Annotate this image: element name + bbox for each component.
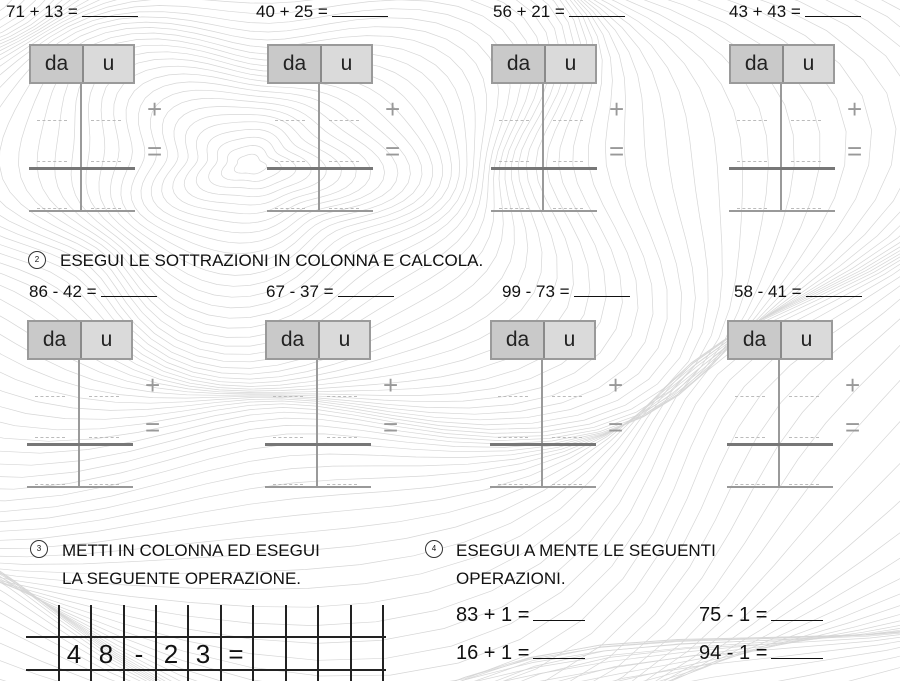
mental-operation	[456, 604, 585, 627]
digit-slot[interactable]	[789, 396, 819, 397]
digit-slot[interactable]	[735, 437, 765, 438]
tens-column-label: da	[729, 322, 782, 358]
digit-slot[interactable]	[37, 120, 67, 121]
column-divider	[78, 360, 80, 488]
digit-slot[interactable]	[791, 120, 821, 121]
tens-column-label: da	[269, 46, 322, 82]
grid-cell[interactable]: 4	[66, 639, 82, 669]
addition-problem-column-table[interactable]	[267, 44, 417, 216]
subtraction-problem-expression	[502, 282, 630, 302]
section-4-title-line2: OPERAZIONI.	[456, 569, 566, 588]
addition-problem-answer-blank[interactable]	[82, 2, 138, 17]
addition-problem-column-table[interactable]	[729, 44, 879, 216]
digit-slot[interactable]	[737, 120, 767, 121]
result-line	[490, 443, 596, 446]
table-header	[729, 44, 835, 84]
equals-sign: =	[383, 412, 399, 442]
subtraction-problem-expression-text: 99 - 73 =	[502, 282, 570, 301]
subtraction-problem-answer-blank[interactable]	[338, 282, 394, 297]
addition-problem-column-table[interactable]	[29, 44, 179, 216]
section-2-number: 2	[28, 251, 46, 269]
digit-slot[interactable]	[273, 437, 303, 438]
table-header	[727, 320, 833, 360]
section-3-title-line2: LA SEGUENTE OPERAZIONE.	[62, 569, 302, 588]
tens-column-label: da	[267, 322, 320, 358]
mental-operation-text: 94 - 1 =	[699, 642, 768, 664]
mental-operation	[699, 604, 823, 627]
digit-slot[interactable]	[553, 161, 583, 162]
plus-sign: +	[145, 370, 161, 400]
digit-slot[interactable]	[89, 484, 119, 485]
equals-sign: =	[609, 136, 625, 166]
mental-operation-answer-blank[interactable]	[533, 606, 585, 621]
digit-slot[interactable]	[91, 120, 121, 121]
table-header	[265, 320, 371, 360]
addition-problem-column-table[interactable]	[491, 44, 641, 216]
mental-operation-answer-blank[interactable]	[771, 644, 823, 659]
subtraction-problem-expression	[266, 282, 394, 302]
equals-sign: =	[385, 136, 401, 166]
subtraction-problem-answer-blank[interactable]	[101, 282, 157, 297]
section-4-title-line1: ESEGUI A MENTE LE SEGUENTI	[456, 541, 716, 560]
digit-slot[interactable]	[275, 161, 305, 162]
addition-problem-answer-blank[interactable]	[332, 2, 388, 17]
addition-problem-expression-text: 71 + 13 =	[6, 2, 78, 21]
table-header	[27, 320, 133, 360]
units-column-label: u	[782, 322, 831, 358]
digit-slot[interactable]	[499, 161, 529, 162]
plus-sign: +	[847, 94, 863, 124]
digit-slot[interactable]	[498, 484, 528, 485]
digit-slot[interactable]	[327, 437, 357, 438]
result-line	[727, 443, 833, 446]
column-divider	[542, 84, 544, 212]
units-column-label: u	[546, 46, 595, 82]
result-line	[265, 443, 371, 446]
bottom-line	[727, 486, 833, 488]
digit-slot[interactable]	[789, 484, 819, 485]
digit-slot[interactable]	[89, 437, 119, 438]
plus-sign: +	[147, 94, 163, 124]
equals-sign: =	[145, 412, 161, 442]
digit-slot[interactable]	[499, 208, 529, 209]
bottom-line	[265, 486, 371, 488]
bottom-line	[490, 486, 596, 488]
digit-slot[interactable]	[791, 208, 821, 209]
column-divider	[778, 360, 780, 488]
digit-slot[interactable]	[273, 484, 303, 485]
subtraction-problem-column-table[interactable]	[27, 320, 177, 492]
digit-slot[interactable]	[89, 396, 119, 397]
addition-problem-expression-text: 56 + 21 =	[493, 2, 565, 21]
digit-slot[interactable]	[735, 396, 765, 397]
subtraction-problem-column-table[interactable]	[727, 320, 877, 492]
digit-slot[interactable]	[499, 120, 529, 121]
digit-slot[interactable]	[552, 437, 582, 438]
addition-problem-expression	[729, 2, 861, 22]
subtraction-problem-expression	[29, 282, 157, 302]
digit-slot[interactable]	[273, 396, 303, 397]
result-line	[491, 167, 597, 170]
tens-column-label: da	[493, 46, 546, 82]
mental-operation	[699, 642, 823, 665]
digit-slot[interactable]	[327, 484, 357, 485]
result-line	[729, 167, 835, 170]
bottom-line	[27, 486, 133, 488]
digit-slot[interactable]	[789, 437, 819, 438]
table-header	[491, 44, 597, 84]
column-divider	[316, 360, 318, 488]
equals-sign: =	[847, 136, 863, 166]
section-4-number: 4	[425, 540, 443, 558]
digit-slot[interactable]	[35, 484, 65, 485]
column-divider	[318, 84, 320, 212]
plus-sign: +	[609, 94, 625, 124]
bottom-line	[29, 210, 135, 212]
plus-sign: +	[608, 370, 624, 400]
subtraction-problem-column-table[interactable]	[490, 320, 640, 492]
addition-problem-expression-text: 40 + 25 =	[256, 2, 328, 21]
mental-operation	[456, 642, 585, 665]
digit-slot[interactable]	[737, 208, 767, 209]
digit-slot[interactable]	[35, 396, 65, 397]
subtraction-problem-column-table[interactable]	[265, 320, 415, 492]
grid-cell[interactable]: =	[228, 639, 244, 669]
digit-slot[interactable]	[329, 120, 359, 121]
digit-slot[interactable]	[329, 208, 359, 209]
result-line	[29, 167, 135, 170]
digit-slot[interactable]	[735, 484, 765, 485]
subtraction-problem-answer-blank[interactable]	[806, 282, 862, 297]
addition-problem-expression-text: 43 + 43 =	[729, 2, 801, 21]
subtraction-problem-expression-text: 86 - 42 =	[29, 282, 97, 301]
addition-problem-expression	[493, 2, 625, 22]
grid-cell[interactable]: 3	[195, 639, 211, 669]
addition-problem-answer-blank[interactable]	[805, 2, 861, 17]
units-column-label: u	[82, 322, 131, 358]
result-line	[27, 443, 133, 446]
digit-slot[interactable]	[329, 161, 359, 162]
equals-sign: =	[147, 136, 163, 166]
column-divider	[541, 360, 543, 488]
equals-sign: =	[608, 412, 624, 442]
section-3-title-line1: METTI IN COLONNA ED ESEGUI	[62, 541, 320, 560]
addition-problem-expression	[6, 2, 138, 22]
digit-slot[interactable]	[275, 208, 305, 209]
digit-slot[interactable]	[37, 161, 67, 162]
column-grid[interactable]	[26, 605, 386, 681]
grid-cell[interactable]: 2	[163, 639, 179, 669]
mental-operation-answer-blank[interactable]	[533, 644, 585, 659]
table-header	[29, 44, 135, 84]
plus-sign: +	[845, 370, 861, 400]
section-2-title: ESEGUI LE SOTTRAZIONI IN COLONNA E CALCOLA.	[60, 251, 484, 270]
subtraction-problem-answer-blank[interactable]	[574, 282, 630, 297]
plus-sign: +	[383, 370, 399, 400]
digit-slot[interactable]	[91, 208, 121, 209]
table-header	[267, 44, 373, 84]
mental-operation-answer-blank[interactable]	[771, 606, 823, 621]
digit-slot[interactable]	[37, 208, 67, 209]
grid-cell[interactable]: 8	[98, 639, 114, 669]
units-column-label: u	[545, 322, 594, 358]
bottom-line	[729, 210, 835, 212]
bottom-line	[491, 210, 597, 212]
tens-column-label: da	[31, 46, 84, 82]
table-header	[490, 320, 596, 360]
tens-column-label: da	[29, 322, 82, 358]
units-column-label: u	[84, 46, 133, 82]
equals-sign: =	[845, 412, 861, 442]
result-line	[267, 167, 373, 170]
digit-slot[interactable]	[737, 161, 767, 162]
section-3-number: 3	[30, 540, 48, 558]
column-divider	[780, 84, 782, 212]
grid-cell[interactable]: -	[134, 639, 144, 669]
digit-slot[interactable]	[552, 484, 582, 485]
digit-slot[interactable]	[498, 396, 528, 397]
subtraction-problem-expression-text: 58 - 41 =	[734, 282, 802, 301]
plus-sign: +	[385, 94, 401, 124]
digit-slot[interactable]	[91, 161, 121, 162]
digit-slot[interactable]	[35, 437, 65, 438]
column-divider	[80, 84, 82, 212]
digit-slot[interactable]	[552, 396, 582, 397]
units-column-label: u	[322, 46, 371, 82]
digit-slot[interactable]	[553, 208, 583, 209]
addition-problem-expression	[256, 2, 388, 22]
mental-operation-text: 83 + 1 =	[456, 604, 530, 626]
digit-slot[interactable]	[275, 120, 305, 121]
digit-slot[interactable]	[498, 437, 528, 438]
units-column-label: u	[320, 322, 369, 358]
mental-operation-text: 75 - 1 =	[699, 604, 768, 626]
subtraction-problem-expression	[734, 282, 862, 302]
addition-problem-answer-blank[interactable]	[569, 2, 625, 17]
digit-slot[interactable]	[327, 396, 357, 397]
subtraction-problem-expression-text: 67 - 37 =	[266, 282, 334, 301]
tens-column-label: da	[492, 322, 545, 358]
bottom-line	[267, 210, 373, 212]
digit-slot[interactable]	[791, 161, 821, 162]
units-column-label: u	[784, 46, 833, 82]
tens-column-label: da	[731, 46, 784, 82]
digit-slot[interactable]	[553, 120, 583, 121]
mental-operation-text: 16 + 1 =	[456, 642, 530, 664]
